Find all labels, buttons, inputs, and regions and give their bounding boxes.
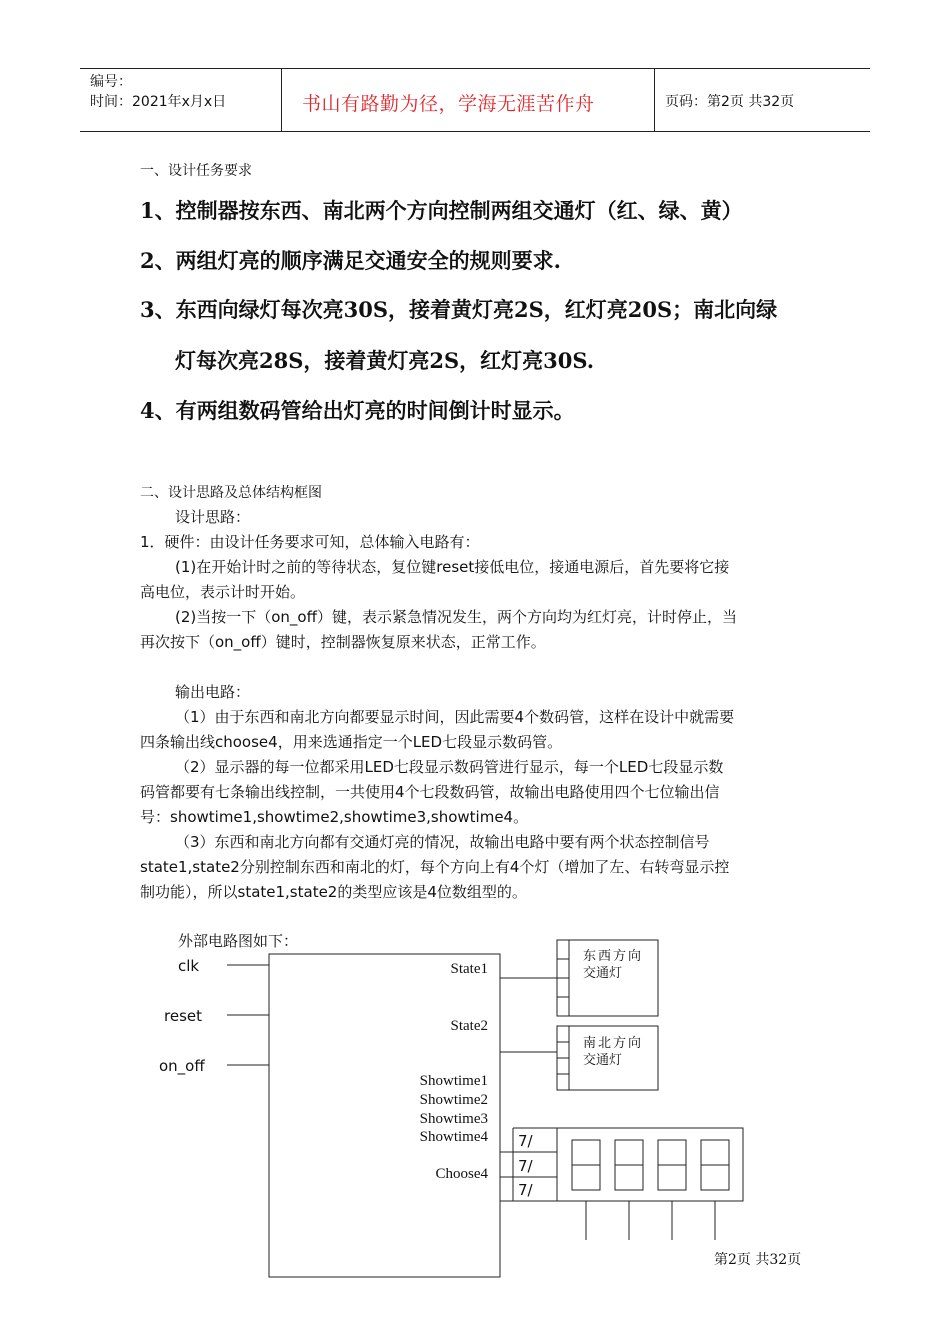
output-label: 输出电路： — [175, 683, 251, 701]
req-item-1: 1、控制器按东西、南北两个方向控制两组交通灯（红、绿、黄） — [140, 198, 743, 223]
diagram-caption: 外部电路图如下： — [178, 932, 299, 950]
section1-title: 一、设计任务要求 — [140, 163, 252, 179]
digit-1 — [572, 1140, 600, 1190]
input-label-clk: clk — [178, 957, 200, 975]
page-label: 页码：第2页 共32页 — [665, 94, 795, 110]
output-label-showtime4: Showtime4 — [419, 1129, 488, 1145]
number-label: 编号： — [90, 74, 132, 90]
hardware-line: 1．硬件：由设计任务要求可知，总体输入电路有： — [140, 533, 480, 551]
bus-label-1: 7/ — [518, 1132, 533, 1150]
ns-box-label-1: 南北方向 — [583, 1036, 644, 1051]
input-para-2: (2)当按一下（on_off）键，表示紧急情况发生，两个方向均为红灯亮，计时停止，当 — [175, 608, 737, 626]
digit-4 — [701, 1140, 729, 1190]
req-item-4: 4、有两组数码管给出灯亮的时间倒计时显示。 — [140, 398, 575, 423]
bus-label-2: 7/ — [518, 1157, 533, 1175]
ns-box-label-2: 交通灯 — [583, 1053, 623, 1068]
output-label-state2: State2 — [450, 1018, 488, 1034]
output-para-3-cont1: state1,state2分别控制东西和南北的灯，每个方向上有4个灯（增加了左、右转弯显示控 — [140, 858, 730, 876]
output-para-2: （2）显示器的每一位都采用LED七段显示数码管进行显示，每一个LED七段显示数 — [175, 758, 724, 776]
output-para-3-cont2: 制功能），所以state1,state2的类型应该是4位数组型的。 — [140, 883, 527, 901]
header-motto: 书山有路勤为径，学海无涯苦作舟 — [302, 93, 595, 115]
input-label-on-off: on_off — [159, 1057, 205, 1075]
input-label-reset: reset — [164, 1007, 202, 1025]
bus-label-3: 7/ — [518, 1181, 533, 1199]
design-idea-label: 设计思路： — [175, 508, 251, 526]
output-para-1: （1）由于东西和南北方向都要显示时间，因此需要4个数码管，这样在设计中就需要 — [175, 708, 735, 726]
footer-page-number: 第2页 共32页 — [714, 1252, 802, 1268]
input-para-1-cont: 高电位，表示计时开始。 — [140, 583, 306, 601]
output-para-1-cont: 四条输出线choose4，用来选通指定一个LED七段显示数码管。 — [140, 733, 563, 751]
digit-2 — [615, 1140, 643, 1190]
section2-title: 二、设计思路及总体结构框图 — [140, 485, 322, 501]
input-para-2-cont: 再次按下（on_off）键时，控制器恢复原来状态，正常工作。 — [140, 633, 546, 651]
output-label-showtime2: Showtime2 — [419, 1092, 488, 1108]
output-para-2-cont1: 码管都要有七条输出线控制，一共使用4个七段数码管，故输出电路使用四个七位输出信 — [140, 783, 720, 801]
ew-box-label-2: 交通灯 — [583, 966, 623, 981]
time-label: 时间：2021年x月x日 — [90, 94, 227, 110]
output-para-2-cont2: 号：showtime1,showtime2,showtime3,showtime4。 — [140, 808, 529, 826]
output-label-showtime1: Showtime1 — [419, 1073, 488, 1089]
output-label-choose4: Choose4 — [435, 1166, 488, 1182]
output-para-3: （3）东西和南北方向都有交通灯亮的情况，故输出电路中要有两个状态控制信号 — [175, 833, 710, 851]
req-item-3-cont: 灯每次亮28S，接着黄灯亮2S，红灯亮30S. — [175, 348, 595, 373]
input-para-1: (1)在开始计时之前的等待状态，复位键reset接低电位，接通电源后，首先要将它接 — [175, 558, 730, 576]
ew-box-label-1: 东西方向 — [583, 949, 644, 964]
output-label-state1: State1 — [450, 961, 488, 977]
req-item-2: 2、两组灯亮的顺序满足交通安全的规则要求. — [140, 248, 561, 273]
output-label-showtime3: Showtime3 — [419, 1111, 488, 1127]
req-item-3: 3、东西向绿灯每次亮30S，接着黄灯亮2S，红灯亮20S；南北向绿 — [140, 297, 778, 322]
digit-3 — [658, 1140, 686, 1190]
